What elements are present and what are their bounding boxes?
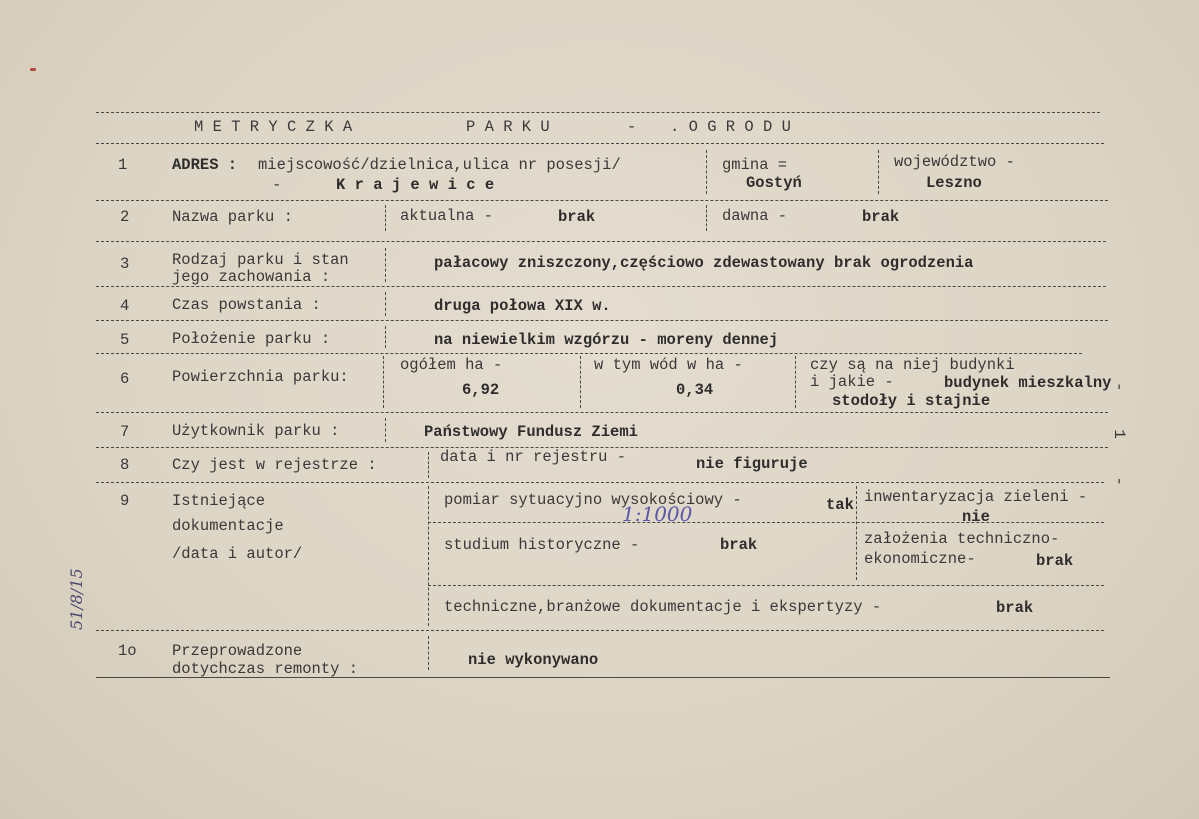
sep-r2-a <box>385 205 386 231</box>
rule-row2 <box>96 241 1106 242</box>
row3-number: 3 <box>120 255 130 273</box>
rule-title <box>96 143 1104 144</box>
row10-label2: dotychczas remonty : <box>172 660 359 678</box>
row8-label: Czy jest w rejestrze : <box>172 456 377 474</box>
rule-row5 <box>96 353 1082 354</box>
row4-number: 4 <box>120 297 130 315</box>
sep-r1-woj <box>878 150 879 194</box>
rule-top <box>96 112 1100 113</box>
row5-label: Położenie parku : <box>172 330 331 348</box>
page-number-mark: - 1 - <box>1110 382 1128 501</box>
row4-label: Czas powstania : <box>172 296 321 314</box>
row6-wod-value: 0,34 <box>676 381 714 399</box>
row3-label2: jego zachowania : <box>172 268 331 286</box>
row6-wod: w tym wód w ha - <box>594 356 743 374</box>
row1-gmina-label: gmina = <box>722 156 788 174</box>
row9-number: 9 <box>120 492 130 510</box>
rule-row4 <box>96 320 1108 321</box>
row6-ogolem: ogółem ha - <box>400 356 503 374</box>
row6-ogolem-value: 6,92 <box>462 381 500 399</box>
row3-label1: Rodzaj parku i stan <box>172 251 349 269</box>
row2-aktualna-value: brak <box>558 208 596 226</box>
sep-r7 <box>385 418 386 442</box>
row6-label: Powierzchnia parku: <box>172 368 349 386</box>
rule-row9 <box>96 630 1104 631</box>
row9-techniczne-value: brak <box>996 599 1034 617</box>
sep-r9-left <box>428 486 429 626</box>
row1-woj-value: Leszno <box>926 174 982 192</box>
sep-r3 <box>385 248 386 282</box>
rule-row9-inner1 <box>428 522 1104 523</box>
rule-row1 <box>96 200 1108 201</box>
row7-label: Użytkownik parku : <box>172 422 340 440</box>
row2-number: 2 <box>120 208 130 226</box>
row6-budynki-value2: stodoły i stajnie <box>832 392 991 410</box>
title-dash: - <box>627 118 637 136</box>
row7-number: 7 <box>120 423 130 441</box>
sep-r4 <box>385 292 386 316</box>
row6-budynki-value1: budynek mieszkalny <box>944 374 1112 392</box>
row9-label3: /data i autor/ <box>172 545 303 563</box>
row6-budynki1: czy są na niej budynki <box>810 356 1015 374</box>
row10-value: nie wykonywano <box>468 651 599 669</box>
row9-studium: studium historyczne - <box>444 536 640 554</box>
sep-r6-c <box>795 356 796 408</box>
row9-label2: dokumentacje <box>172 517 284 535</box>
row9-pomiar-value: tak <box>826 496 854 514</box>
sep-r6-b <box>580 356 581 408</box>
row1-label: ADRES : <box>172 156 238 174</box>
row10-label1: Przeprowadzone <box>172 642 303 660</box>
row9-label1: Istniejące <box>172 492 266 510</box>
row1-number: 1 <box>118 156 128 174</box>
rule-row3 <box>96 286 1106 287</box>
title-parku: P A R K U <box>466 118 550 136</box>
row3-value: pałacowy zniszczony,częściowo zdewastowany brak ogrodzenia <box>434 254 974 272</box>
row6-budynki2: i jakie - <box>810 373 894 391</box>
rule-row9-inner2 <box>428 585 1104 586</box>
rule-row8 <box>96 482 1104 483</box>
sep-r1-gmina <box>706 150 707 194</box>
row9-pomiar: pomiar sytuacyjno wysokościowy - <box>444 491 742 509</box>
red-mark <box>30 68 36 71</box>
row4-value: druga połowa XIX w. <box>434 297 611 315</box>
row9-pomiar-handwritten: 1:1000 <box>622 502 693 526</box>
row8-number: 8 <box>120 456 130 474</box>
row7-value: Państwowy Fundusz Ziemi <box>424 423 638 441</box>
row6-number: 6 <box>120 370 130 388</box>
title-ogrodu: . O G R O D U <box>670 118 791 136</box>
sep-r8 <box>428 452 429 478</box>
row9-zalozenia1: założenia techniczno- <box>864 530 1060 548</box>
row9-techniczne: techniczne,branżowe dokumentacje i ekspertyzy - <box>444 598 882 616</box>
row2-dawna: dawna - <box>722 207 788 225</box>
handwritten-archive-number: 51/8/15 <box>67 568 86 630</box>
row1-text: miejscowość/dzielnica,ulica nr posesji/ <box>258 156 621 174</box>
row1-dash: - <box>272 176 282 194</box>
row8-data: data i nr rejestru - <box>440 448 627 466</box>
row9-inwent-value: nie <box>962 508 990 526</box>
row1-value: K r a j e w i c e <box>336 176 495 194</box>
sep-r2-b <box>706 205 707 231</box>
row8-value: nie figuruje <box>696 455 808 473</box>
row1-gmina-value: Gostyń <box>746 174 802 192</box>
row2-aktualna: aktualna - <box>400 207 494 225</box>
row10-number: 1o <box>118 642 137 660</box>
row5-number: 5 <box>120 331 130 349</box>
sep-r5 <box>385 326 386 348</box>
rule-row6 <box>96 412 1108 413</box>
row9-inwent: inwentaryzacja zieleni - <box>864 488 1088 506</box>
sep-r6-a <box>383 356 384 408</box>
row5-value: na niewielkim wzgórzu - moreny dennej <box>434 331 779 349</box>
sep-r9-mid <box>856 486 857 580</box>
row9-studium-value: brak <box>720 536 758 554</box>
row2-label: Nazwa parku : <box>172 208 293 226</box>
title-metryczka: M E T R Y C Z K A <box>194 118 353 136</box>
sep-r10 <box>428 636 429 670</box>
row1-woj-label: województwo - <box>894 153 1015 171</box>
row9-zalozenia-value: brak <box>1036 552 1074 570</box>
row2-dawna-value: brak <box>862 208 900 226</box>
row9-zalozenia2: ekonomiczne- <box>864 550 976 568</box>
